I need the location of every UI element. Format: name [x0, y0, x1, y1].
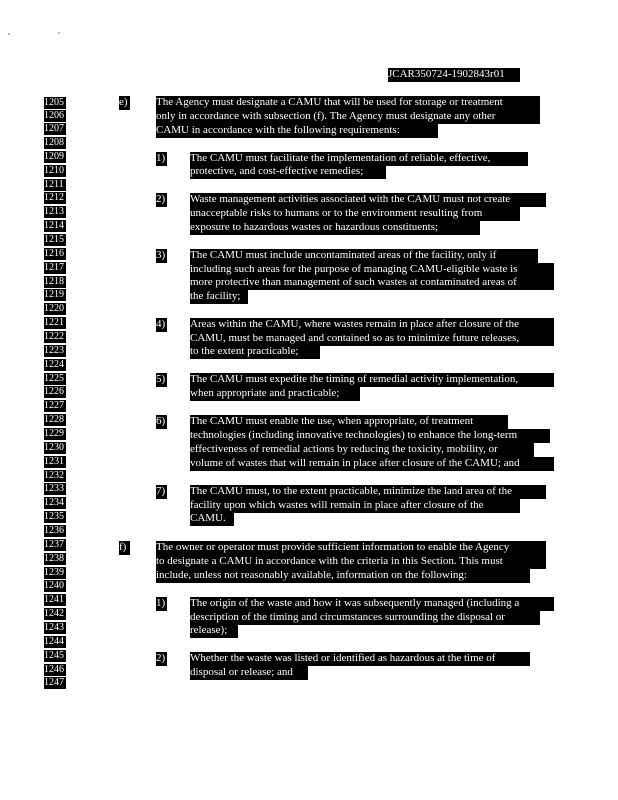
item-line: Waste management activities associated with the CAMU must not create [190, 193, 546, 207]
item-marker: 7) [156, 485, 166, 497]
paragraph-line: include, unless not reasonably available, information on the following: [156, 569, 530, 583]
line-number: 1236 [44, 525, 64, 536]
item-marker: 1) [156, 597, 166, 609]
item-line: facility upon which wastes will remain in place after closure of the [190, 499, 520, 513]
line-number: 1228 [44, 414, 64, 425]
line-number: 1218 [44, 276, 64, 287]
line-number: 1247 [44, 677, 64, 688]
paragraph-line: only in accordance with subsection (f). The Agency must designate any other [156, 110, 540, 124]
item-line: unacceptable risks to humans or to the environment resulting from [190, 207, 520, 221]
line-number: 1241 [44, 594, 64, 605]
item-marker: 3) [156, 249, 166, 261]
item-line: The origin of the waste and how it was subsequently managed (including a [190, 597, 554, 611]
line-number: 1224 [44, 359, 64, 370]
item-line: technologies (including innovative technologies) to enhance the long-term [190, 429, 550, 443]
paragraph-line: The Agency must designate a CAMU that will be used for storage or treatment [156, 96, 540, 110]
paragraph-line: CAMU in accordance with the following requirements: [156, 124, 438, 138]
line-number: 1243 [44, 622, 64, 633]
item-line: volume of wastes that will remain in place after closure of the CAMU; and [190, 457, 554, 471]
line-number: 1221 [44, 317, 64, 328]
line-number: 1229 [44, 428, 64, 439]
line-number: 1206 [44, 110, 64, 121]
line-number: 1245 [44, 650, 64, 661]
line-number: 1210 [44, 165, 64, 176]
line-number: 1234 [44, 497, 64, 508]
line-number: 1240 [44, 580, 64, 591]
line-number: 1211 [44, 179, 66, 191]
line-number: 1208 [44, 137, 64, 148]
item-line: CAMU, must be managed and contained so as to minimize future releases, [190, 332, 554, 346]
line-number: 1227 [44, 400, 64, 411]
scan-speck [58, 32, 60, 34]
line-number: 1217 [44, 262, 64, 273]
item-marker: 2) [156, 652, 166, 664]
item-line: more protective than management of such wastes at contaminated areas of [190, 276, 554, 290]
line-number: 1223 [44, 345, 64, 356]
item-line: The CAMU must, to the extent practicable, minimize the land area of the [190, 485, 546, 499]
line-number: 1244 [44, 636, 64, 647]
item-line: The CAMU must expedite the timing of remedial activity implementation, [190, 373, 554, 387]
item-line: description of the timing and circumstances surrounding the disposal or [190, 611, 540, 625]
item-line: CAMU. [190, 512, 234, 526]
item-line: including such areas for the purpose of managing CAMU-eligible waste is [190, 263, 554, 277]
item-line: Areas within the CAMU, where wastes remain in place after closure of the [190, 318, 554, 332]
line-number: 1238 [44, 553, 64, 564]
line-number: 1216 [44, 248, 64, 259]
line-number: 1213 [44, 206, 64, 217]
line-number: 1232 [44, 470, 64, 481]
line-number: 1246 [44, 664, 64, 675]
line-number: 1231 [44, 456, 64, 467]
line-number: 1242 [44, 608, 64, 619]
item-marker: 1) [156, 152, 166, 164]
document-id: JCAR350724-1902843r01 [388, 68, 520, 82]
item-line: release); [190, 624, 238, 638]
item-line: protective, and cost-effective remedies; [190, 165, 386, 179]
item-line: The CAMU must include uncontaminated areas of the facility, only if [190, 249, 538, 263]
item-line: disposal or release; and [190, 666, 308, 680]
item-line: Whether the waste was listed or identified as hazardous at the time of [190, 652, 530, 666]
paragraph-line: The owner or operator must provide sufficient information to enable the Agency [156, 541, 546, 555]
line-number: 1230 [44, 442, 64, 453]
section-marker: e) [119, 96, 130, 110]
line-number: 1215 [44, 234, 64, 245]
line-number: 1220 [44, 303, 64, 314]
item-line: The CAMU must enable the use, when appropriate, of treatment [190, 415, 508, 429]
line-number: 1225 [44, 373, 64, 384]
line-number: 1205 [44, 97, 64, 108]
line-number: 1214 [44, 220, 64, 231]
item-line: when appropriate and practicable; [190, 387, 360, 401]
line-number: 1235 [44, 511, 64, 522]
item-marker: 5) [156, 373, 166, 385]
section-marker: f) [119, 541, 130, 555]
item-line: to the extent practicable; [190, 345, 320, 359]
item-line: the facility; [190, 290, 248, 304]
item-line: exposure to hazardous wastes or hazardous constituents; [190, 221, 480, 235]
line-number: 1222 [44, 331, 64, 342]
item-marker: 2) [156, 193, 166, 205]
item-marker: 6) [156, 415, 166, 427]
item-line: effectiveness of remedial actions by reducing the toxicity, mobility, or [190, 443, 534, 457]
paragraph-line: to designate a CAMU in accordance with the criteria in this Section. This must [156, 555, 546, 569]
line-number: 1237 [44, 539, 64, 550]
line-number: 1207 [44, 123, 64, 134]
line-number: 1209 [44, 151, 64, 162]
line-number: 1226 [44, 386, 64, 397]
line-number: 1239 [44, 567, 64, 578]
scan-speck [8, 33, 10, 35]
line-number: 1212 [44, 192, 64, 203]
item-line: The CAMU must facilitate the implementation of reliable, effective, [190, 152, 528, 166]
line-number: 1233 [44, 483, 64, 494]
line-number: 1219 [44, 289, 64, 300]
item-marker: 4) [156, 318, 166, 330]
